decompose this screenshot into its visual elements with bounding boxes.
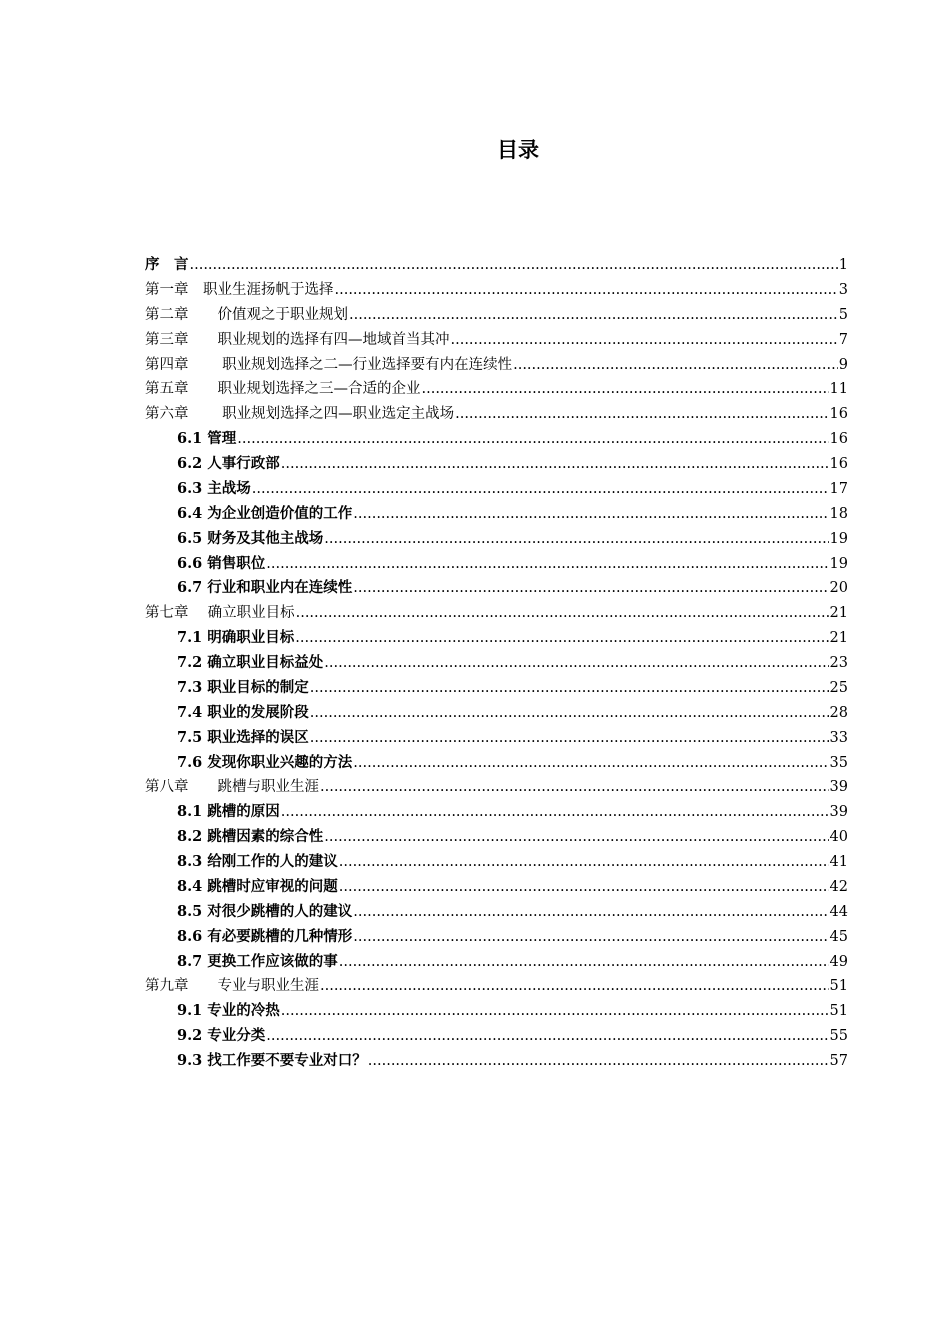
toc-dot-leader [252, 477, 829, 502]
toc-dot-leader [513, 353, 838, 378]
toc-page-number: 49 [829, 953, 848, 970]
toc-subsection-entry[interactable] [145, 751, 848, 776]
toc-page-number: 7 [838, 331, 848, 348]
toc-dot-leader [310, 701, 829, 726]
toc-subsection-entry[interactable] [145, 427, 848, 452]
toc-subsection-entry[interactable] [145, 676, 848, 701]
toc-page-number: 17 [829, 480, 848, 497]
toc-chapter-entry[interactable] [145, 601, 848, 626]
toc-page-number: 21 [829, 630, 848, 647]
toc-subsection-entry[interactable] [145, 452, 848, 477]
toc-dot-leader [310, 676, 829, 701]
toc-dot-leader [190, 253, 838, 278]
toc-subsection-entry[interactable] [145, 825, 848, 850]
toc-dot-leader [353, 502, 828, 527]
toc-entry-label: 6.4 为企业创造价值的工作 [177, 504, 353, 522]
toc-dot-leader [320, 775, 829, 800]
toc-dot-leader [324, 651, 828, 676]
toc-dot-leader [295, 626, 828, 651]
toc-dot-leader [320, 974, 829, 999]
toc-chapter-entry[interactable] [145, 402, 848, 427]
toc-entry-label: 8.6 有必要跳槽的几种情形 [177, 927, 353, 945]
toc-chapter-entry[interactable] [145, 974, 848, 999]
toc-entry-label: 第八章 跳槽与职业生涯 [145, 779, 319, 796]
toc-dot-leader [266, 552, 828, 577]
toc-entry-label: 7.5 职业选择的误区 [177, 728, 309, 746]
toc-entry-label: 6.1 管理 [177, 430, 237, 448]
toc-entry-label: 第六章 职业规划选择之四—职业选定主战场 [145, 406, 455, 423]
toc-subsection-entry[interactable] [145, 502, 848, 527]
toc-subsection-entry[interactable] [145, 875, 848, 900]
toc-subsection-entry[interactable] [145, 626, 848, 651]
toc-page-number: 1 [838, 257, 848, 273]
toc-page-number: 55 [829, 1028, 848, 1045]
toc-entry-label: 第四章 职业规划选择之二—行业选择要有内在连续性 [145, 356, 513, 373]
toc-subsection-entry[interactable] [145, 925, 848, 950]
toc-subsection-entry[interactable] [145, 527, 848, 552]
toc-entry-label: 9.3 找工作要不要专业对口？ [177, 1052, 367, 1069]
toc-page-number: 39 [829, 779, 848, 796]
toc-dot-leader [339, 950, 829, 975]
toc-dot-leader [281, 452, 829, 477]
toc-subsection-entry[interactable] [145, 1049, 848, 1074]
toc-subsection-entry[interactable] [145, 552, 848, 577]
toc-page-number: 16 [829, 431, 848, 448]
toc-entry-label: 6.6 销售职位 [177, 554, 266, 572]
toc-page-number: 20 [829, 580, 848, 597]
toc-page-number: 51 [829, 1003, 848, 1020]
toc-entry-label: 7.4 职业的发展阶段 [177, 703, 309, 721]
toc-dot-leader [349, 303, 838, 328]
toc-subsection-entry[interactable] [145, 950, 848, 975]
toc-page-number: 41 [829, 854, 848, 870]
toc-page-number: 42 [829, 878, 848, 895]
toc-page-number: 19 [829, 530, 848, 547]
toc-dot-leader [451, 328, 838, 353]
toc-subsection-entry[interactable] [145, 701, 848, 726]
toc-entry-label: 7.2 确立职业目标益处 [177, 654, 324, 671]
toc-page-number: 45 [829, 928, 848, 945]
toc-entry-label: 第五章 职业规划选择之三—合适的企业 [145, 381, 421, 398]
toc-dot-leader [353, 576, 828, 601]
toc-page-number: 5 [838, 306, 848, 323]
toc-page-number: 39 [829, 804, 848, 821]
toc-page-number: 21 [829, 605, 848, 622]
toc-page-number: 51 [829, 978, 848, 995]
toc-page-number: 16 [829, 406, 848, 423]
toc-page-number: 16 [829, 456, 848, 472]
toc-chapter-entry[interactable] [145, 253, 848, 278]
table-of-contents [145, 253, 848, 1074]
toc-chapter-entry[interactable] [145, 303, 848, 328]
toc-entry-label: 8.1 跳槽的原因 [177, 803, 280, 821]
toc-subsection-entry[interactable] [145, 999, 848, 1024]
toc-dot-leader [335, 278, 838, 303]
toc-dot-leader [296, 601, 829, 626]
toc-subsection-entry[interactable] [145, 800, 848, 825]
toc-page-number: 23 [829, 655, 848, 671]
toc-chapter-entry[interactable] [145, 328, 848, 353]
toc-subsection-entry[interactable] [145, 1024, 848, 1049]
toc-page-number: 25 [829, 679, 848, 696]
toc-dot-leader [324, 825, 828, 850]
toc-dot-leader [353, 925, 828, 950]
toc-entry-label: 第七章 确立职业目标 [145, 605, 295, 622]
toc-subsection-entry[interactable] [145, 900, 848, 925]
toc-page-number: 18 [829, 505, 848, 522]
toc-entry-label: 8.7 更换工作应该做的事 [177, 952, 338, 970]
toc-dot-leader [281, 999, 829, 1024]
toc-subsection-entry[interactable] [145, 850, 848, 875]
toc-entry-label: 8.2 跳槽因素的综合性 [177, 828, 324, 846]
toc-dot-leader [422, 377, 829, 402]
toc-entry-label: 9.1 专业的冷热 [177, 1002, 280, 1020]
toc-chapter-entry[interactable] [145, 278, 848, 303]
toc-dot-leader [266, 1024, 828, 1049]
toc-entry-label: 8.4 跳槽时应审视的问题 [177, 877, 338, 895]
toc-entry-label: 6.7 行业和职业内在连续性 [177, 579, 353, 597]
toc-dot-leader [237, 427, 828, 452]
toc-entry-label: 9.2 专业分类 [177, 1027, 266, 1045]
toc-dot-leader [324, 527, 828, 552]
toc-entry-label: 第三章 职业规划的选择有四—地域首当其冲 [145, 331, 450, 348]
toc-page-number: 33 [829, 729, 848, 746]
toc-entry-label: 第二章 价值观之于职业规划 [145, 306, 348, 323]
toc-entry-label: 7.3 职业目标的制定 [177, 678, 309, 696]
toc-page-number: 40 [829, 829, 848, 846]
toc-entry-label: 8.5 对很少跳槽的人的建议 [177, 902, 353, 920]
toc-chapter-entry[interactable] [145, 775, 848, 800]
toc-subsection-entry[interactable] [145, 651, 848, 676]
toc-entry-label: 6.2 人事行政部 [177, 455, 280, 472]
toc-dot-leader [281, 800, 829, 825]
toc-dot-leader [339, 850, 829, 875]
toc-dot-leader [353, 751, 828, 776]
toc-entry-label: 7.1 明确职业目标 [177, 629, 295, 647]
toc-dot-leader [455, 402, 828, 427]
toc-dot-leader [353, 900, 828, 925]
toc-page-number: 57 [829, 1053, 848, 1069]
toc-entry-label: 6.5 财务及其他主战场 [177, 529, 324, 547]
toc-entry-label: 第一章 职业生涯扬帆于选择 [145, 281, 334, 298]
toc-subsection-entry[interactable] [145, 726, 848, 751]
toc-page-number: 28 [829, 704, 848, 721]
toc-page-number: 19 [829, 555, 848, 572]
toc-entry-label: 序 言 [145, 256, 189, 273]
toc-subsection-entry[interactable] [145, 576, 848, 601]
toc-dot-leader [310, 726, 829, 751]
toc-page-number: 11 [829, 381, 848, 398]
toc-page-number: 3 [838, 281, 848, 298]
toc-chapter-entry[interactable] [145, 353, 848, 378]
toc-entry-label: 6.3 主战场 [177, 479, 251, 497]
toc-dot-leader [368, 1049, 829, 1074]
toc-dot-leader [339, 875, 829, 900]
toc-entry-label: 7.6 发现你职业兴趣的方法 [177, 753, 353, 771]
toc-chapter-entry[interactable] [145, 377, 848, 402]
toc-subsection-entry[interactable] [145, 477, 848, 502]
page-title: 目录 [497, 138, 539, 162]
toc-entry-label: 第九章 专业与职业生涯 [145, 978, 319, 995]
toc-page-number: 9 [838, 356, 848, 373]
toc-entry-label: 8.3 给刚工作的人的建议 [177, 853, 338, 870]
toc-page-number: 35 [829, 754, 848, 771]
toc-page-number: 44 [829, 903, 848, 920]
